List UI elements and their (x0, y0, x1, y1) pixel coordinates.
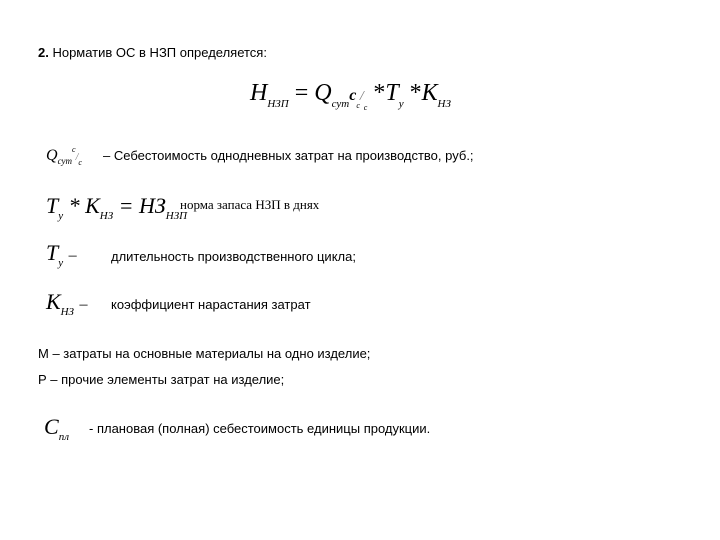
heading (38, 45, 267, 61)
def-q-sym: Q (46, 147, 58, 164)
def-norm-formula (46, 193, 188, 222)
def-t-symbol (46, 240, 77, 269)
def-t-sym-sub: у (58, 257, 64, 269)
def-norm-eq: = НЗ (118, 193, 166, 218)
def-cpl-sym-sub: пл (58, 431, 69, 443)
def-k-sym-sub: НЗ (60, 306, 74, 318)
def-norm-t-sub: у (58, 210, 64, 222)
formula-c-sub: с (363, 103, 368, 112)
heading-text: Норматив ОС в НЗП определяется: (48, 45, 267, 60)
formula-mult2: * (409, 80, 422, 106)
formula-q-sub: сут (331, 98, 350, 110)
def-norm-eq-sub: НЗП (165, 210, 188, 222)
formula-k-sub: НЗ (437, 98, 451, 110)
heading-number: 2. (38, 45, 49, 60)
formula-eq: = (294, 80, 309, 106)
def-cpl-symbol (44, 414, 69, 443)
def-k-dash: – (79, 296, 88, 313)
def-q-symbol: $Q_{сут}^с/_с$ (46, 145, 82, 167)
def-q-text: – Себестоимость однодневных затрат на производство, руб.; (103, 148, 474, 163)
formula-c: с (349, 87, 357, 104)
note-materials: М – затраты на основные материалы на одно изделие; (38, 346, 371, 361)
formula-lhs: Н (250, 80, 268, 106)
formula-q: Q (314, 80, 332, 106)
def-norm-text: норма запаса НЗП в днях (180, 197, 320, 212)
formula-lhs-sub: НЗП (267, 98, 289, 110)
def-norm-k: * К (68, 193, 100, 218)
formula-t-sub: у (398, 98, 404, 110)
def-t-text: длительность производственного цикла; (111, 249, 356, 264)
def-k-text: коэффициент нарастания затрат (111, 297, 311, 312)
def-k-symbol (46, 289, 88, 318)
formula-mult1: * (373, 80, 386, 106)
note-other-costs: Р – прочие элементы затрат на изделие; (38, 372, 285, 387)
formula-c-sup: с (356, 101, 360, 110)
def-norm-t: Т (46, 193, 59, 218)
def-cpl-sym: С (44, 414, 59, 439)
def-t-sym: Т (46, 240, 59, 265)
formula-t: Т (385, 80, 399, 106)
def-cpl-text: - плановая (полная) себестоимость единицы продукции. (89, 421, 431, 436)
main-formula: $Н_{НЗП} = Q_{сут}с_с/_с$ $*Т_у$ $*К_{НЗ}$ (250, 80, 451, 112)
def-norm-k-sub: НЗ (99, 210, 114, 222)
def-t-dash: – (68, 247, 77, 264)
def-q-sym-sub: сут (57, 156, 72, 166)
def-q-sym-sup: с (72, 145, 76, 154)
def-k-sym: К (46, 289, 61, 314)
formula-k: К (421, 80, 438, 106)
def-q-sym-sub2: с (78, 158, 82, 167)
